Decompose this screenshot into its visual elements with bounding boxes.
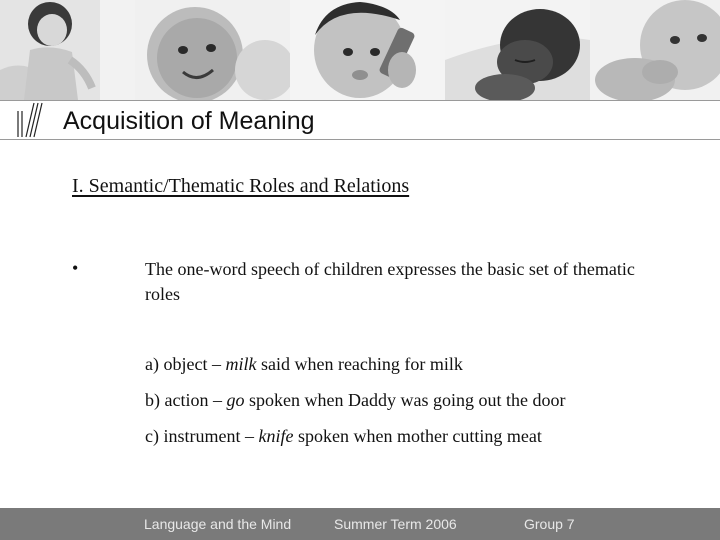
resting-baby-photo — [590, 0, 720, 100]
example-prefix: a) object – — [145, 354, 226, 374]
section-heading: I. Semantic/Thematic Roles and Relations — [72, 175, 410, 197]
sleeping-baby-photo — [445, 0, 590, 100]
example-suffix: spoken when Daddy was going out the door — [244, 390, 566, 410]
example-prefix: c) instrument – — [145, 426, 259, 446]
slide-title: Acquisition of Meaning — [63, 107, 315, 135]
smiling-baby-photo — [135, 0, 290, 100]
toddler-photo — [0, 0, 135, 100]
footer-course: Language and the Mind — [144, 516, 292, 532]
example-action — [145, 390, 565, 411]
example-instrument — [145, 426, 542, 447]
bullet-text: The one-word speech of children expresses the basic set of thematic roles — [145, 259, 635, 304]
example-term: knife — [258, 426, 294, 446]
footer-group: Group 7 — [524, 516, 575, 532]
example-term: go — [226, 390, 245, 410]
title-bar — [0, 100, 720, 140]
slide-footer — [0, 508, 720, 540]
baby-with-phone-photo — [290, 0, 445, 100]
example-term: milk — [225, 354, 257, 374]
footer-term: Summer Term 2006 — [334, 516, 457, 532]
example-suffix: said when reaching for milk — [256, 354, 463, 374]
photo-banner — [0, 0, 720, 100]
example-prefix: b) action – — [145, 390, 227, 410]
slash-decoration-icon — [14, 101, 54, 139]
bullet-marker: • — [72, 258, 79, 278]
example-object — [145, 354, 463, 375]
example-suffix: spoken when mother cutting meat — [293, 426, 542, 446]
